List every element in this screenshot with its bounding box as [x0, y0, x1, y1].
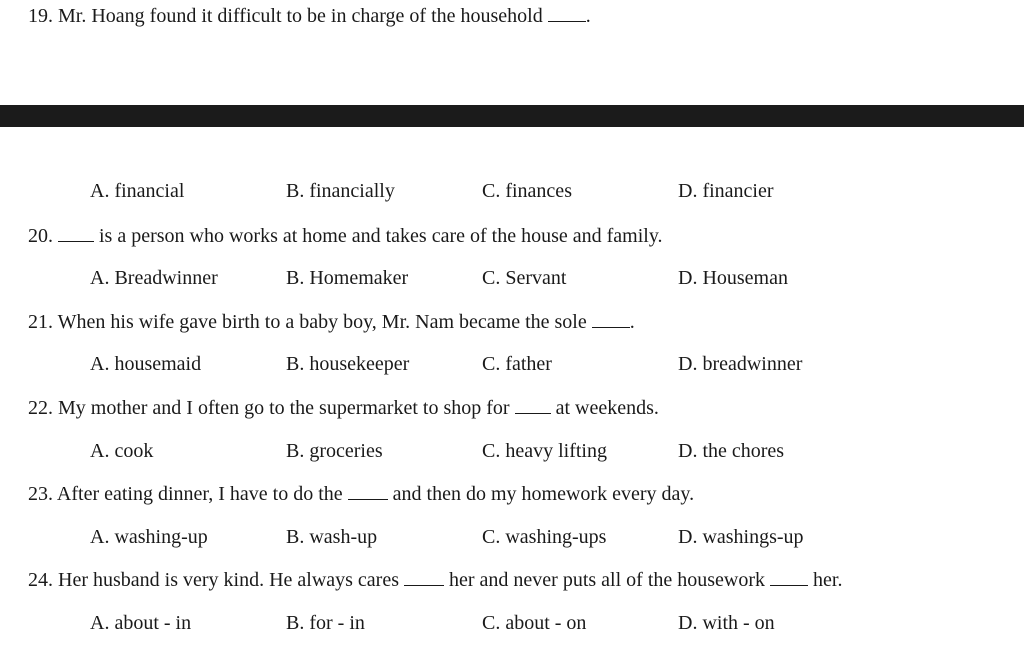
- option-20-d[interactable]: D. Houseman: [678, 267, 788, 289]
- option-23-d[interactable]: D. washings-up: [678, 526, 804, 548]
- option-20-c[interactable]: C. Servant: [482, 267, 567, 289]
- option-23-c[interactable]: C. washing-ups: [482, 526, 607, 548]
- option-21-c[interactable]: C. father: [482, 353, 552, 375]
- option-20-b[interactable]: B. Homemaker: [286, 267, 409, 289]
- option-23-b[interactable]: B. wash-up: [286, 526, 378, 548]
- option-22-b[interactable]: B. groceries: [286, 440, 383, 462]
- question-19: [28, 4, 591, 28]
- answer-blank[interactable]: [348, 483, 388, 500]
- option-21-b[interactable]: B. housekeeper: [286, 353, 410, 375]
- option-22-a[interactable]: A. cook: [90, 440, 154, 462]
- question-text-end: her.: [813, 569, 843, 591]
- answer-blank-1[interactable]: [404, 569, 444, 586]
- question-number: 24.: [28, 569, 53, 591]
- option-19-d[interactable]: D. financier: [678, 180, 774, 202]
- question-number: 21.: [28, 311, 53, 333]
- option-24-b[interactable]: B. for - in: [286, 612, 365, 634]
- option-20-a[interactable]: A. Breadwinner: [90, 267, 218, 289]
- question-text-end: .: [585, 5, 591, 27]
- question-number: 22.: [28, 397, 53, 419]
- option-24-d[interactable]: D. with - on: [678, 612, 775, 634]
- question-number: 23.: [28, 483, 53, 505]
- answer-blank[interactable]: [592, 311, 630, 328]
- option-21-a[interactable]: A. housemaid: [90, 353, 202, 375]
- answer-blank-2[interactable]: [770, 569, 808, 586]
- question-number: 19.: [28, 5, 53, 27]
- question-22: [28, 396, 659, 420]
- question-text: When his wife gave birth to a baby boy, Mr. Nam became the sole: [57, 311, 587, 333]
- question-23: [28, 482, 694, 506]
- question-text-middle: her and never puts all of the housework: [449, 569, 766, 591]
- option-19-c[interactable]: C. finances: [482, 180, 572, 202]
- option-22-d[interactable]: D. the chores: [678, 440, 785, 462]
- question-text-end: .: [629, 311, 635, 333]
- option-19-a[interactable]: A. financial: [90, 180, 185, 202]
- question-number: 20.: [28, 225, 53, 247]
- redaction-bar: [0, 105, 1024, 127]
- question-text: is a person who works at home and takes care of the house and family.: [99, 225, 663, 247]
- question-20: [28, 224, 663, 248]
- question-text-end: at weekends.: [555, 397, 659, 419]
- option-24-a[interactable]: A. about - in: [90, 612, 192, 634]
- option-19-b[interactable]: B. financially: [286, 180, 395, 202]
- question-24: [28, 568, 842, 592]
- question-text-end: and then do my homework every day.: [392, 483, 695, 505]
- question-21: [28, 310, 635, 334]
- question-text: After eating dinner, I have to do the: [56, 483, 343, 505]
- answer-blank[interactable]: [548, 5, 586, 22]
- question-text: Her husband is very kind. He always cares: [58, 569, 400, 591]
- answer-blank[interactable]: [58, 225, 94, 242]
- question-text: Mr. Hoang found it difficult to be in charge of the household: [58, 5, 543, 27]
- option-24-c[interactable]: C. about - on: [482, 612, 587, 634]
- option-23-a[interactable]: A. washing-up: [90, 526, 208, 548]
- answer-blank[interactable]: [515, 397, 551, 414]
- option-21-d[interactable]: D. breadwinner: [678, 353, 803, 375]
- option-22-c[interactable]: C. heavy lifting: [482, 440, 607, 462]
- question-text: My mother and I often go to the supermarket to shop for: [58, 397, 510, 419]
